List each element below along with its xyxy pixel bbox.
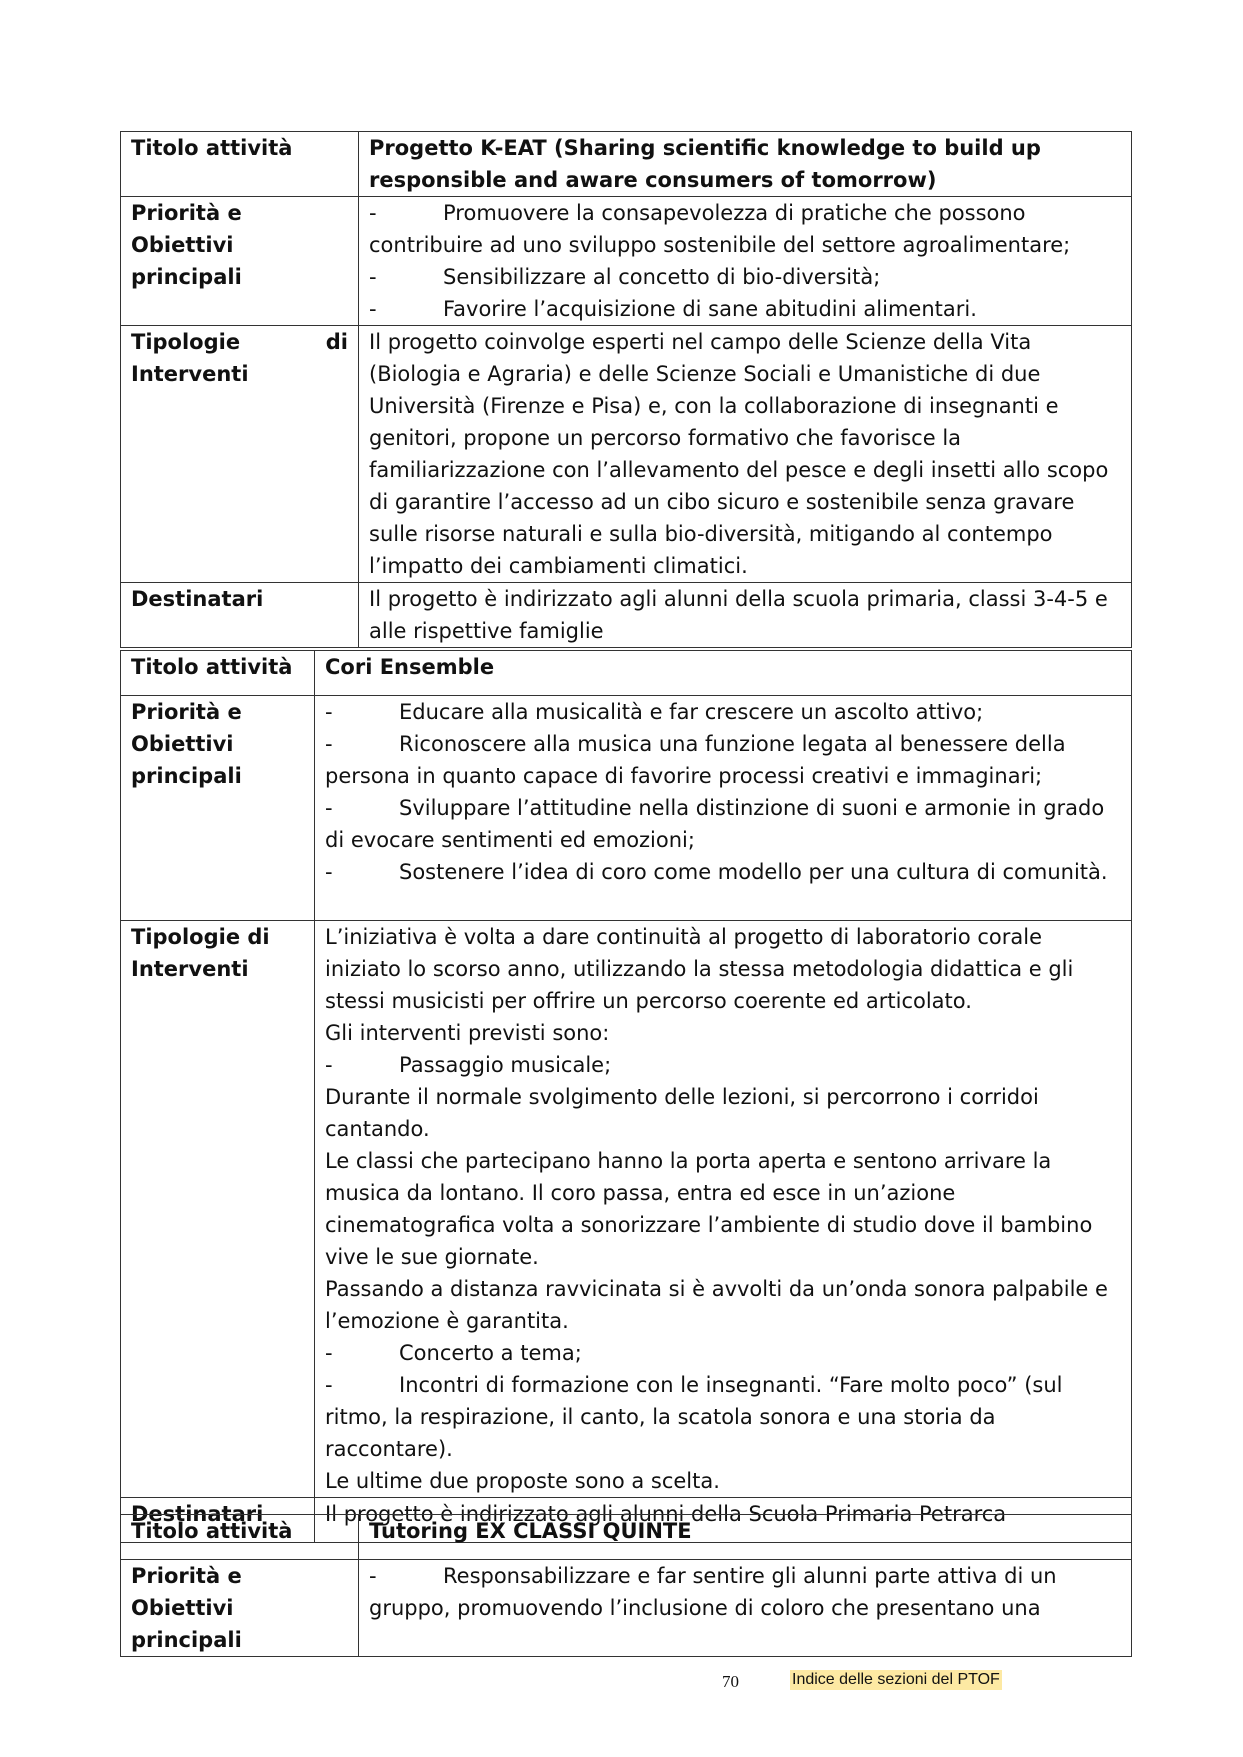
- ptof-index-link[interactable]: Indice delle sezioni del PTOF: [792, 1671, 1000, 1688]
- priorities-list: [359, 197, 1132, 326]
- priorities-label: Priorità e Obiettivi principali: [121, 696, 315, 921]
- title-label: Titolo attività: [121, 1515, 359, 1560]
- list-item: - Promuovere la consapevolezza di pratiche che possono contribuire ad uno sviluppo sostenibile del settore agroalimentare;: [369, 201, 1071, 257]
- list-item: - Concerto a tema;: [325, 1341, 582, 1365]
- activity-table-tutoring: [120, 1514, 1132, 1657]
- list-item: - Sostenere l’idea di coro come modello per una cultura di comunità.: [325, 860, 1108, 884]
- table-row: [121, 583, 1132, 648]
- table-row: [121, 921, 1132, 1498]
- interventions-label: Tipologie di Interventi: [121, 326, 359, 583]
- table-row: [121, 197, 1132, 326]
- list-item: - Educare alla musicalità e far crescere un ascolto attivo;: [325, 700, 984, 724]
- list-item: - Responsabilizzare e far sentire gli alunni parte attiva di un gruppo, promuovendo l’inclusione di coloro che presentano una: [369, 1564, 1057, 1620]
- activity-title: Progetto K-EAT (Sharing scientific knowledge to build up responsible and aware consumers of tomorrow): [359, 132, 1132, 197]
- list-item: - Passaggio musicale;: [325, 1053, 612, 1077]
- activity-title: Tutoring EX CLASSI QUINTE: [359, 1515, 1132, 1560]
- interventions-text: L’iniziativa è volta a dare continuità al progetto di laboratorio corale iniziato lo scorso anno, utilizzando la stessa metodologia didattica e gli stessi musicisti per offrire un percorso coerente ed articolato. Gli interventi previsti sono: - Passaggio musicale; Durante il normale svolgimento delle lezioni, si percorrono i corridoi cantando. Le classi che partecipano hanno la porta aperta e sentono arrivare la musica da lontano. Il coro passa, entra ed esce in un’azione cinematografica volta a sonorizzare l’ambiente di studio dove il bambino vive le sue giornate. Passando a distanza ravvicinata si è avvolti da un’onda sonora palpabile e l’emozione è garantita. - Concerto a tema; - Incontri di formazione con le insegnanti. “Fare molto poco” (sul ritmo, la respirazione, il canto, la scatola sonora e una storia da raccontare). Le ultime due proposte sono a scelta.: [315, 921, 1132, 1498]
- list-item: - Sviluppare l’attitudine nella distinzione di suoni e armonie in grado di evocare sentimenti ed emozioni;: [325, 796, 1105, 852]
- activity-title: Cori Ensemble: [315, 651, 1132, 696]
- list-item: - Favorire l’acquisizione di sane abitudini alimentari.: [369, 297, 977, 321]
- title-label: Titolo attività: [121, 651, 315, 696]
- recipients-label: Destinatari: [121, 1498, 315, 1543]
- interventions-text: Il progetto coinvolge esperti nel campo delle Scienze della Vita (Biologia e Agraria) e delle Scienze Sociali e Umanistiche di due Università (Firenze e Pisa) e, con la collaborazione di insegnanti e genitori, propone un percorso formativo che favorisce la familiarizzazione con l’allevamento del pesce e degli insetti allo scopo di garantire l’accesso ad un cibo sicuro e sostenibile senza gravare sulle risorse naturali e sulla bio-diversità, mitigando al contempo l’impatto dei cambiamenti climatici.: [359, 326, 1132, 583]
- priorities-list: [315, 696, 1132, 921]
- list-item: - Sensibilizzare al concetto di bio-diversità;: [369, 265, 881, 289]
- recipients-text: Il progetto è indirizzato agli alunni della scuola primaria, classi 3-4-5 e alle rispettive famiglie: [359, 583, 1132, 648]
- list-item: - Incontri di formazione con le insegnanti. “Fare molto poco” (sul ritmo, la respirazione, il canto, la scatola sonora e una storia da raccontare).: [325, 1373, 1063, 1461]
- table-row: [121, 1515, 1132, 1560]
- priorities-label: Priorità e Obiettivi principali: [121, 197, 359, 326]
- list-item: - Riconoscere alla musica una funzione legata al benessere della persona in quanto capace di favorire processi creativi e immaginari;: [325, 732, 1066, 788]
- interventions-label: Tipologie di Interventi: [121, 921, 315, 1498]
- title-label: Titolo attività: [121, 132, 359, 197]
- activity-table-cori-ensemble: [120, 650, 1132, 1543]
- recipients-label: Destinatari: [121, 583, 359, 648]
- table-row: [121, 696, 1132, 921]
- table-row: [121, 651, 1132, 696]
- recipients-text: Il progetto è indirizzato agli alunni della Scuola Primaria Petrarca: [315, 1498, 1132, 1543]
- table-row: [121, 326, 1132, 583]
- table-row: [121, 1560, 1132, 1657]
- page-number: 70: [722, 1672, 739, 1691]
- table-row: [121, 132, 1132, 197]
- activity-table-k-eat: [120, 131, 1132, 648]
- priorities-list: [359, 1560, 1132, 1657]
- priorities-label: Priorità e Obiettivi principali: [121, 1560, 359, 1657]
